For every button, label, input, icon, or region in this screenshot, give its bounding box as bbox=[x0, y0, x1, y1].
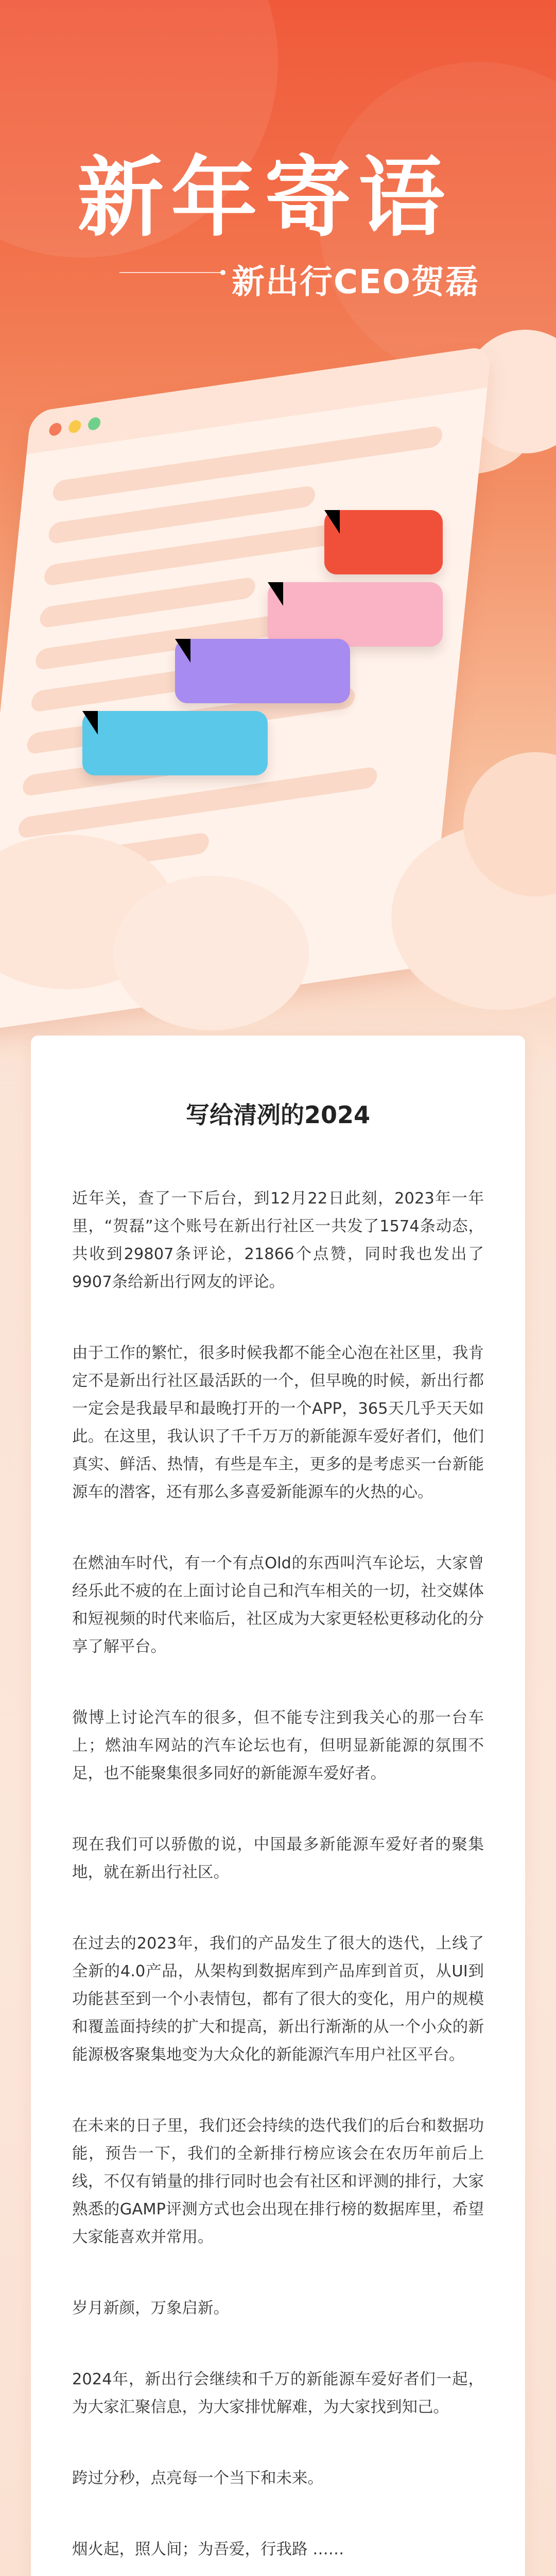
paragraph: 跨过分秒，点亮每一个当下和未来。 bbox=[72, 2469, 323, 2487]
hero-banner bbox=[0, 0, 556, 1061]
chat-bubble-purple bbox=[175, 639, 350, 703]
paragraph: 在燃油车时代，有一个有点Old的东西叫汽车论坛，大家曾经乐此不疲的在上面讨论自己和汽车相关的一切，社交媒体和短视频的时代来临后，社区成为大家更轻松更移动化的分享了解平台。 bbox=[72, 1554, 484, 1656]
article-title: 写给清冽的2024 bbox=[185, 1101, 371, 1129]
cloud-shape bbox=[113, 876, 309, 1030]
window-dot-icon bbox=[48, 422, 62, 436]
paragraph: 2024年，新出行会继续和千万的新能源车爱好者们一起，为大家汇聚信息，为大家排忧解难，为大家找到知己。 bbox=[72, 2370, 484, 2416]
window-dot-icon bbox=[88, 416, 101, 431]
chat-bubble-red bbox=[324, 510, 443, 574]
placeholder-row bbox=[39, 577, 256, 629]
paragraph: 现在我们可以骄傲的说，中国最多新能源车爱好者的聚集地，就在新出行社区。 bbox=[72, 1836, 484, 1882]
paragraph: 由于工作的繁忙，很多时候我都不能全心泡在社区里，我肯定不是新出行社区最活跃的一个，但早晚的时候，新出行都一定会是我最早和最晚打开的一个APP，365天几乎天天如此。在这里，我认识了千千万万的新能源车爱好者们，他们真实、鲜活、热情，有些是车主，更多的是考虑买一台新能源车的潜客，还有那么多喜爱新能源车的火热的心。 bbox=[72, 1344, 484, 1501]
letter-card bbox=[31, 1036, 525, 2576]
paragraph: 近年关，查了一下后台，到12月22日此刻，2023年一年里，“贺磊”这个账号在新出行社区一共发了1574条动态，共收到29807条评论，21866个点赞，同时我也发出了9907条给新出行网友的评论。 bbox=[72, 1190, 484, 1291]
window-dot-icon bbox=[68, 419, 81, 434]
chat-bubble-pink bbox=[268, 582, 443, 647]
hero-divider-dot bbox=[220, 270, 225, 275]
paragraph: 在未来的日子里，我们还会持续的迭代我们的后台和数据功能，预告一下，我们的全新排行榜应该会在农历年前后上线，不仅有销量的排行同时也会有社区和评测的排行，大家熟悉的GAMP评测方式也会出现在排行榜的数据库里，希望大家能喜欢并常用。 bbox=[72, 2117, 484, 2246]
paragraph: 在过去的2023年，我们的产品发生了很大的迭代，上线了全新的4.0产品，从架构到数据库到产品库到首页，从UI到功能甚至到一个小表情包，都有了很大的变化，用户的规模和覆盖面持续的扩大和提高，新出行渐渐的从一个小众的新能源极客聚集地变为大众化的新能源汽车用户社区平台。 bbox=[72, 1935, 484, 2064]
chat-bubble-cyan bbox=[82, 711, 268, 775]
hero-divider bbox=[119, 272, 220, 273]
paragraph: 岁月新颜，万象启新。 bbox=[72, 2299, 229, 2317]
article-body bbox=[72, 1185, 484, 2576]
paragraph: 微博上讨论汽车的很多，但不能专注到我关心的那一台车上；燃油车网站的汽车论坛也有，但明显新能源的氛围不足，也不能聚集很多同好的新能源车爱好者。 bbox=[72, 1709, 484, 1783]
hero-title: 新年寄语 bbox=[77, 147, 452, 248]
paragraph: 烟火起，照人间；为吾爱，行我路 …… bbox=[72, 2540, 344, 2558]
hero-subtitle: 新出行CEO贺磊 bbox=[232, 263, 480, 301]
